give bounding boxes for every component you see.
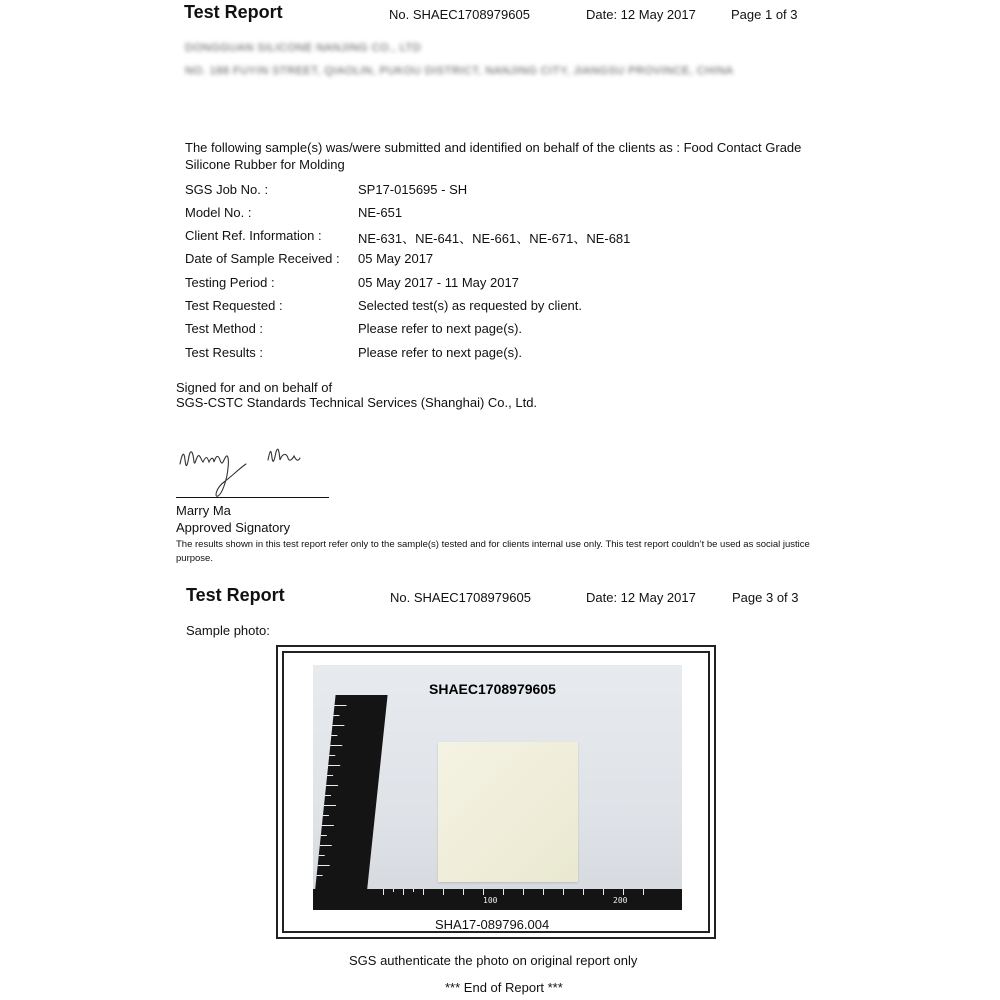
client-name-redacted: DONGGUAN SILICONE NANJING CO., LTD — [185, 42, 422, 54]
intro-line-1: The following sample(s) was/were submitted and identified on behalf of the clients as : Food Contact Grade — [185, 140, 802, 155]
field-value: Please refer to next page(s). — [358, 345, 523, 360]
signatory-name: Marry Ma — [176, 503, 231, 518]
disclaimer-text: The results shown in this test report refer only to the sample(s) tested and for clients internal use only. This test report couldn’t be used as social justice purpose. — [176, 539, 810, 564]
client-address-redacted: NO. 188 FUYIN STREET, QIAOLIN, PUKOU DISTRICT, NANJING CITY, JIANGSU PROVINCE, CHINA — [185, 65, 734, 77]
company-name: SGS-CSTC Standards Technical Services (Shanghai) Co., Ltd. — [176, 395, 538, 410]
signature-graphic — [176, 438, 326, 500]
field-value: 05 May 2017 - 11 May 2017 — [358, 275, 519, 290]
page1-page-number: Page 1 of 3 — [731, 7, 798, 22]
page3-title: Test Report — [186, 585, 285, 605]
field-label: Date of Sample Received : — [185, 251, 340, 266]
field-value: NE-631、NE-641、NE-661、NE-671、NE-681 — [358, 231, 631, 246]
field-label: Model No. : — [185, 205, 252, 220]
field-label: Client Ref. Information : — [185, 228, 322, 243]
ruler-number: 200 — [613, 896, 628, 905]
authenticate-note: SGS authenticate the photo on original report only — [349, 953, 638, 968]
signature-line — [176, 497, 329, 498]
photo-id: SHA17-089796.004 — [435, 917, 550, 932]
vertical-ruler — [313, 695, 388, 910]
silicone-sample-sheet — [438, 742, 578, 882]
page3-date: Date: 12 May 2017 — [586, 590, 696, 605]
photo-report-number: SHAEC1708979605 — [429, 681, 556, 697]
field-label: SGS Job No. : — [185, 182, 269, 197]
page1-title: Test Report — [184, 2, 283, 22]
signed-on-behalf: Signed for and on behalf of — [176, 380, 333, 395]
intro-line-2: Silicone Rubber for Molding — [185, 157, 345, 172]
sample-photo — [313, 665, 682, 910]
page1-report-number: No. SHAEC1708979605 — [389, 7, 530, 22]
field-label: Test Method : — [185, 321, 264, 336]
page3-report-number: No. SHAEC1708979605 — [390, 590, 531, 605]
horizontal-ruler — [313, 889, 682, 910]
field-label: Test Requested : — [185, 298, 283, 313]
field-label: Test Results : — [185, 345, 264, 360]
end-of-report: *** End of Report *** — [445, 980, 563, 995]
field-label: Testing Period : — [185, 275, 275, 290]
ruler-number: 100 — [483, 896, 498, 905]
field-value: Please refer to next page(s). — [358, 321, 523, 336]
field-value: 05 May 2017 — [358, 251, 434, 266]
field-value: NE-651 — [358, 205, 403, 220]
page3-page-number: Page 3 of 3 — [732, 590, 799, 605]
field-value: SP17-015695 - SH — [358, 182, 468, 197]
page1-date: Date: 12 May 2017 — [586, 7, 696, 22]
field-value: Selected test(s) as requested by client. — [358, 298, 583, 313]
signatory-title: Approved Signatory — [176, 520, 291, 535]
sample-photo-label: Sample photo: — [186, 623, 270, 638]
